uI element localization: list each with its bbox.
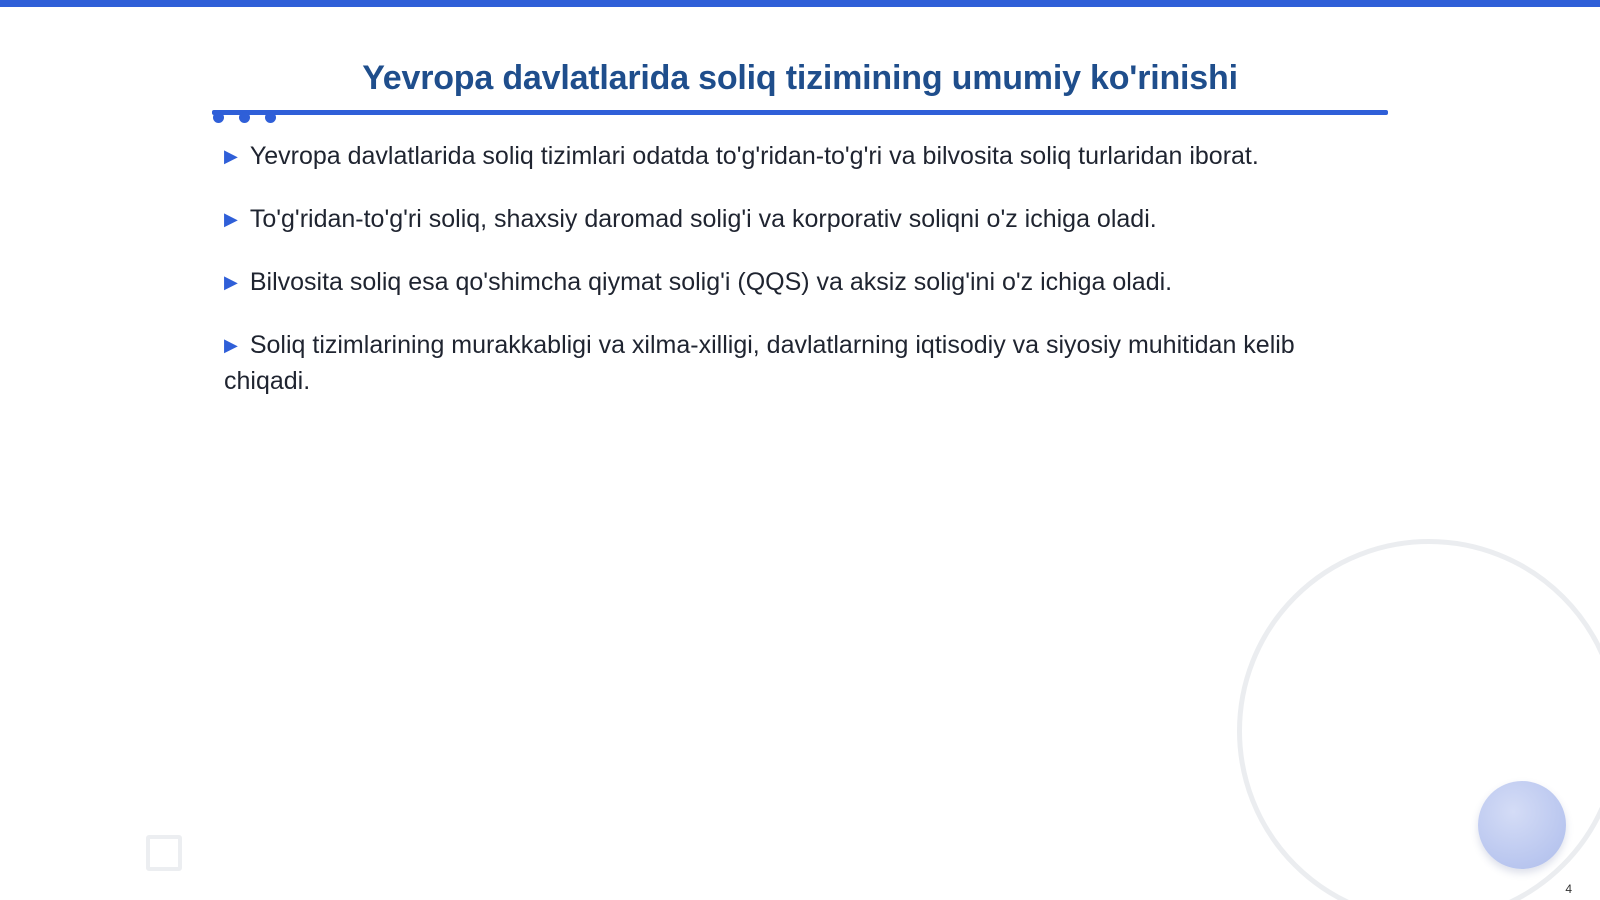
bullet-text: Yevropa davlatlarida soliq tizimlari odatda to'g'ridan-to'g'ri va bilvosita soliq turlaridan iborat. [249,142,1259,170]
title-underline [212,110,1388,115]
bullet-item [224,327,1360,399]
bullet-list [224,138,1360,426]
bullet-text: Bilvosita soliq esa qo'shimcha qiymat solig'i (QQS) va aksiz solig'ini o'z ichiga oladi. [249,268,1173,296]
decorative-dot [239,112,250,123]
decorative-square [146,835,182,871]
decorative-circle [1478,781,1566,869]
bullet-item [224,138,1360,174]
bullet-item [224,264,1360,300]
bullet-arrow-icon: ▶ [224,335,238,355]
decorative-dot [265,112,276,123]
bullet-item [224,201,1360,237]
bullet-arrow-icon: ▶ [224,209,238,229]
page-number: 4 [1565,882,1572,896]
bullet-arrow-icon: ▶ [224,146,238,166]
top-accent-bar [0,0,1600,7]
bullet-text: Soliq tizimlarining murakkabligi va xilma-xilligi, davlatlarning iqtisodiy va siyosiy muhitidan kelib chiqadi. [224,331,1295,395]
bullet-text: To'g'ridan-to'g'ri soliq, shaxsiy daromad solig'i va korporativ soliqni o'z ichiga oladi. [249,205,1157,233]
slide-title: Yevropa davlatlarida soliq tizimining umumiy ko'rinishi [362,59,1238,97]
bullet-arrow-icon: ▶ [224,272,238,292]
decorative-dot [213,112,224,123]
